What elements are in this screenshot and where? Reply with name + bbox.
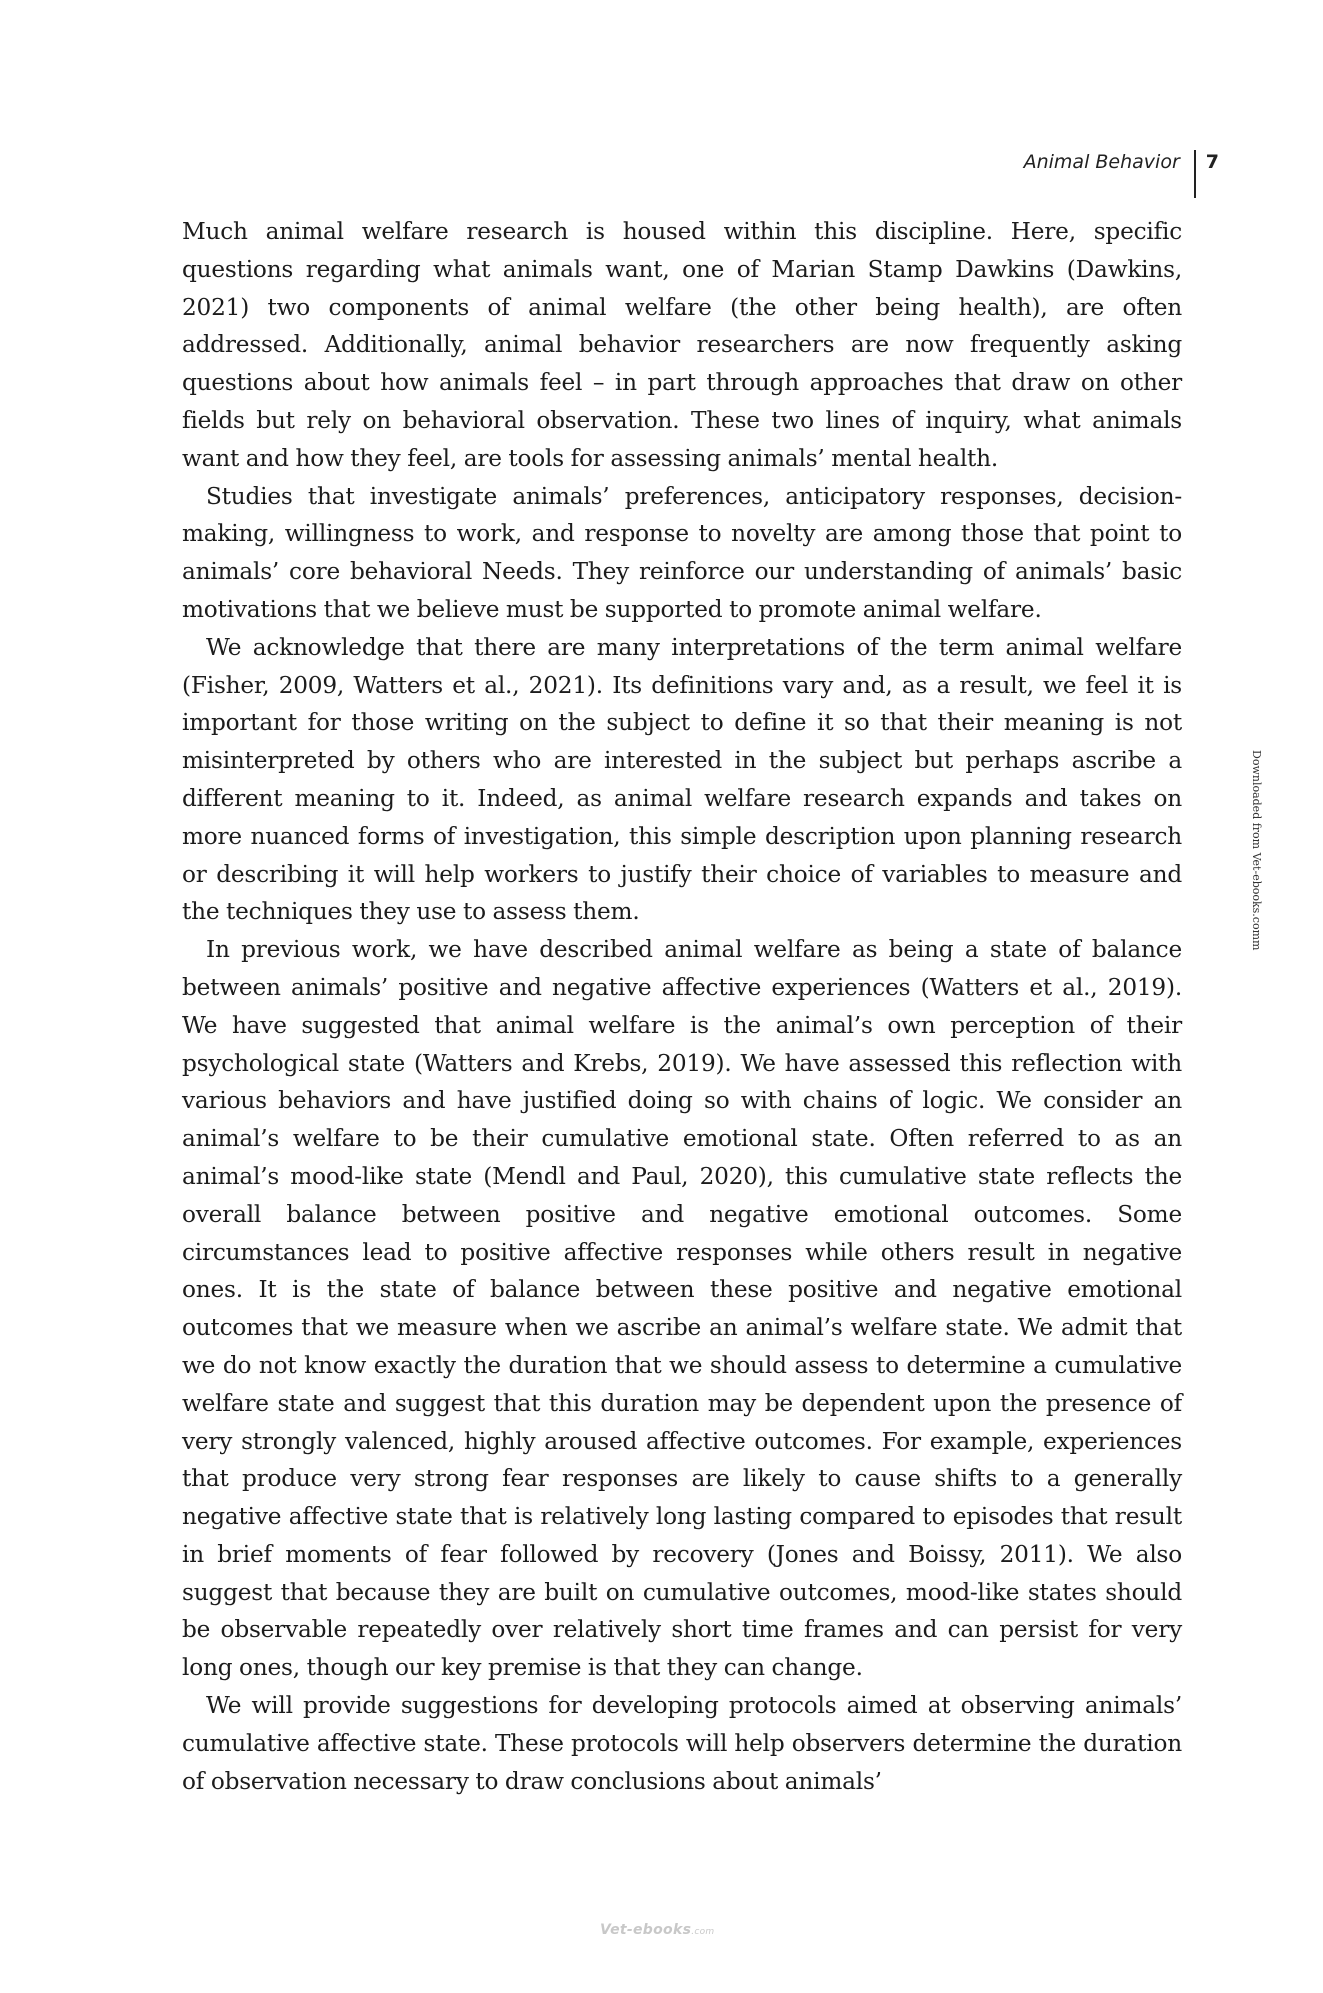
watermark-text: Vet-ebooks (600, 1922, 692, 1938)
paragraph-3: We acknowledge that there are many interpretations of the term animal welfare (Fisher, 2009, Watters et al., 2021). Its definitions vary and, as a result, we feel it is important for those writing on the subject to define it so that their meaning is not misinterpreted by others who are interested in the subject but perhaps ascribe a different meaning to it. Indeed, as animal welfare research expands and takes on more nuanced forms of investigation, this simple description upon planning research or describing it will help workers to justify their choice of variables to measure and the techniques they use to assess them. (182, 633, 1182, 926)
download-notice: Downloaded from Vet-ebooks.comm (1250, 750, 1263, 951)
running-head (1024, 150, 1219, 198)
running-title: Animal Behavior (1023, 151, 1180, 173)
paragraph-1: Much animal welfare research is housed within this discipline. Here, specific questions regarding what animals want, one of Marian Stamp Dawkins (Dawkins, 2021) two components of animal welfare (the other being health), are often addressed. Additionally, animal behavior researchers are now frequently asking questions about how animals feel – in part through approaches that draw on other fields but rely on behavioral observation. These two lines of inquiry, what animals want and how they feel, are tools for assessing animals’ mental health. (182, 218, 1182, 472)
paragraph-2: Studies that investigate animals’ preferences, anticipatory responses, decision-making, willingness to work, and response to novelty are among those that point to animals’ core behavioral Needs. They reinforce our understanding of animals’ basic motivations that we believe must be supported to promote animal welfare. (182, 482, 1182, 623)
paragraph-4: In previous work, we have described animal welfare as being a state of balance between animals’ positive and negative affective experiences (Watters et al., 2019). We have suggested that animal welfare is the animal’s own perception of their psychological state (Watters and Krebs, 2019). We have assessed this reflection with various behaviors and have justified doing so with chains of logic. We consider an animal’s welfare to be their cumulative emotional state. Often referred to as an animal’s mood-like state (Mendl and Paul, 2020), this cumulative state reflects the overall balance between positive and negative emotional outcomes. Some circumstances lead to positive affective responses while others result in negative ones. It is the state of balance between these positive and negative emotional outcomes that we measure when we ascribe an animal’s welfare state. We admit that we do not know exactly the duration that we should assess to determine a cumulative welfare state and suggest that this duration may be dependent upon the presence of very strongly valenced, highly aroused affective outcomes. For example, experiences that produce very strong fear responses are likely to cause shifts to a generally negative affective state that is relatively long lasting compared to episodes that result in brief moments of fear followed by recovery (Jones and Boissy, 2011). We also suggest that because they are built on cumulative outcomes, mood-like states should be observable repeatedly over relatively short time frames and can persist for very long ones, though our key premise is that they can change. (182, 936, 1182, 1682)
body-text (182, 213, 1182, 1800)
page-number: 7 (1205, 151, 1219, 173)
footer-watermark (600, 1922, 715, 1938)
paragraph-5: We will provide suggestions for developing protocols aimed at observing animals’ cumulative affective state. These protocols will help observers determine the duration of observation necessary to draw conclusions about animals’ (182, 1692, 1182, 1795)
watermark-domain: .com (691, 1927, 715, 1937)
